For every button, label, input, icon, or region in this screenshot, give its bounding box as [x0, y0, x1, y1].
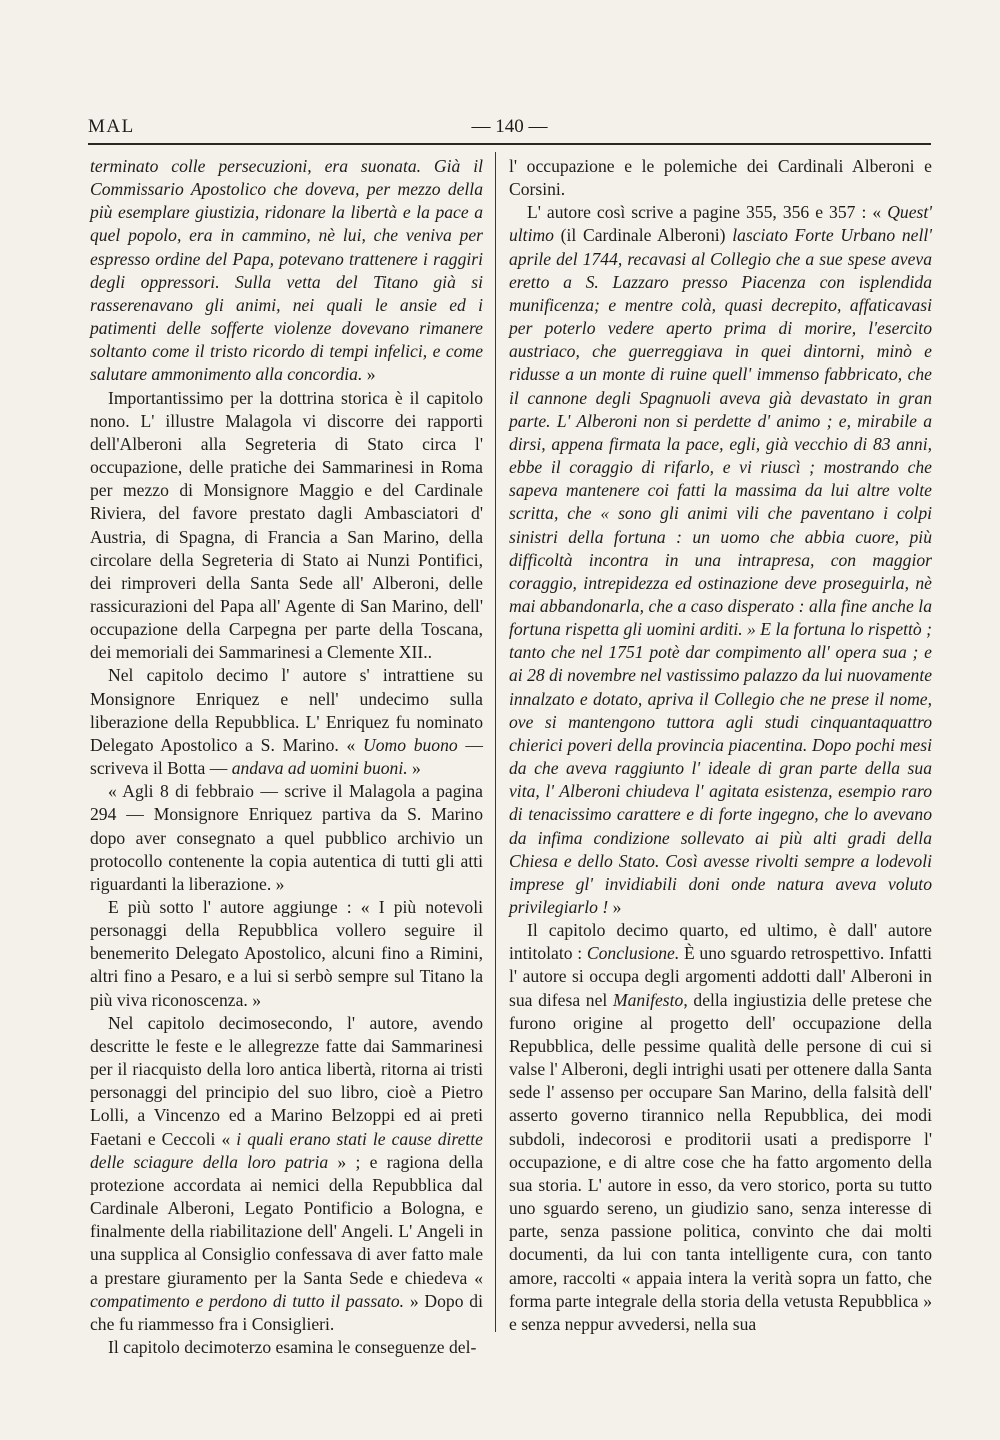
paragraph — [509, 919, 932, 1336]
page-header — [88, 116, 931, 144]
italic-text: Manifesto — [612, 989, 684, 1010]
column-divider — [495, 152, 496, 1332]
paragraph — [90, 387, 483, 665]
paragraph — [90, 155, 483, 387]
right-column — [509, 155, 932, 1335]
paragraph — [509, 201, 932, 919]
text-run: , della ingiustizia delle pretese che furono origine al progetto dell' occupazione della Repubblica, delle pessime qualità delle persone di cui si valse l' Alberoni, degli intrighi usati per ottenere dalla Santa sede l' assenso per occupare San Marino, della falsità dell' asserto governo tirannico nella Repubblica, dei modi subdoli, indecorosi e proditorii usati a predisporre l' occupazione, e di altre cose che ha fatto argomento della sua storia. L' autore in esso, da vero storico, porta su tutto uno sguardo sereno, un giudizio sano, senza interesse di parte, senza passione politica, convinto che dai molti documenti, da lui con tanta intelligente cura, con tanto amore, raccolti « appaia intera la verità sopra un fatto, che forma parte integrale della storia della vetusta Repubblica » e senza neppur avvedersi, nella sua — [509, 989, 932, 1334]
paragraph — [90, 1012, 483, 1336]
italic-text: i quali erano stati le cause dirette delle sciagure della loro patria — [90, 1128, 483, 1172]
paragraph — [90, 780, 483, 896]
running-head: MAL — [88, 116, 135, 137]
left-column — [90, 155, 484, 1357]
text-run: » — [362, 364, 376, 385]
paragraph — [90, 896, 483, 1012]
paragraph — [90, 1336, 483, 1359]
text-run: — scriveva il Botta — — [90, 734, 483, 779]
text-run: È uno sguardo retrospettivo. Infatti l' autore si occupa degli argomenti addotti dall' Alberoni in sua difesa nel — [509, 943, 933, 1010]
italic-text: Conclusione. — [586, 943, 680, 964]
text-run: L' autore così scrive a pagine 355, 356 e 357 : « — [527, 202, 888, 223]
text-run: (il Cardinale Alberoni) — [553, 225, 733, 246]
text-run: E più sotto l' autore aggiunge : « I più notevoli personaggi della Repubblica vollero seguire il benemerito Delegato Apostolico, alcuni fino a Rimini, altri fino a Pesaro, e a lui si serbò sempre sul Titano la più viva riconoscenza. » — [90, 897, 483, 1010]
italic-text: terminato colle persecuzioni, era suonata. Già il Commissario Apostolico che doveva, per mezzo della più esemplare giustizia, ridonare la libertà e la pace a quel popolo, era in cammino, nè lui, che veniva per espresso ordine del Papa, potevano trattenere i raggiri degli oppressori. Sulla vetta del Titano già si rasserenavano gli animi, nei quali le ansie ed i patimenti delle sofferte violenze dovevano rimanere soltanto come il tristo ricordo di tempi infelici, e come salutare ammonimento alla concordia. — [90, 156, 483, 385]
text-run: l' occupazione e le polemiche dei Cardinali Alberoni e Corsini. — [509, 156, 932, 200]
text-run: » ; e ragiona della protezione accordata ai nemici della Repubblica dal Cardinale Alberoni, Legato Pontificio a Bologna, e finalmente della riabilitazione dell' Angeli. L' Angeli in una supplica al Consiglio confessava di aver fatto male a prestare giuramento per la Santa Sede e chiedeva « — [90, 1151, 484, 1288]
italic-text: Uomo buono — [362, 734, 458, 755]
italic-text: Quest' ultimo — [509, 202, 932, 246]
text-run: » Dopo di che fu riammesso fra i Consiglieri. — [90, 1290, 483, 1334]
text-run: Importantissimo per la dottrina storica è il capitolo nono. L' illustre Malagola vi discorre dei rapporti dell'Alberoni alla Segreteria di Stato circa l' occupazione, delle pratiche dei Sammarinesi in Roma per mezzo di Monsignore Maggio e del Cardinale Riviera, del favore prestato dagli Ambasciatori d' Austria, di Spagna, di Francia a San Marino, della circolare della Segreteria di Stato ai Nunzi Pontifici, dei rimproveri della Santa Sede all' Alberoni, delle rassicurazioni del Papa all' Agente di San Marino, dell' occupazione della Carpegna per parte della Toscana, dei memoriali dei Sammarinesi a Clemente XII.. — [90, 387, 483, 663]
paragraph — [90, 664, 483, 780]
text-run: » — [407, 758, 421, 779]
text-run: Nel capitolo decimosecondo, l' autore, avendo descritte le feste e le allegrezze fatte dai Sammarinesi per il riacquisto della loro antica libertà, ritorna ai tristi personaggi del principio del suo libro, cioè a Pietro Lolli, a Vincenzo ed a Marino Belzoppi ed ai preti Faetani e Ceccoli « — [90, 1012, 483, 1149]
text-run: Il capitolo decimoterzo esamina le conseguenze del- — [108, 1336, 477, 1357]
text-run: » — [608, 897, 622, 917]
text-run: Il capitolo decimo quarto, ed ultimo, è dall' autore intitolato : — [509, 920, 932, 964]
paragraph — [509, 155, 932, 201]
header-rule — [88, 143, 931, 145]
text-run: Nel capitolo decimo l' autore s' intrattiene su Monsignore Enriquez e nell' undecimo sulla liberazione della Repubblica. L' Enriquez fu nominato Delegato Apostolico a S. Marino. « — [90, 665, 483, 755]
page-number: — 140 — — [471, 116, 548, 137]
italic-text: andava ad uomini buoni. — [231, 758, 408, 779]
text-run: « Agli 8 di febbraio — scrive il Malagola a pagina 294 — Monsignore Enriquez partiva da S. Marino dopo aver consegnato a quel pubblico archivio un protocollo contenente la copia autentica di tutti gli atti riguardanti la liberazione. » — [90, 781, 483, 894]
italic-text: lasciato Forte Urbano nell' aprile del 1744, recavasi al Collegio che a sue spese aveva eretto a S. Lazzaro presso Piacenza con isplendida munificenza; e mentre colà, quasi decrepito, affaticavasi per poterlo vedere aperto prima di morire, l'esercito austriaco, che guerreggiava in quei dintorni, minò e ridusse a un monte di ruine quell' immenso fabbricato, che il cannone degli Spagnuoli aveva già devastato in gran parte. L' Alberoni non si perdette d' animo ; e, mirabile a dirsi, appena firmata la pace, egli, già vecchio di 83 anni, ebbe il coraggio di rifarlo, e vi riuscì ; mostrando che sapeva mantenere coi fatti la massima da lui altre volte scritta, che « sono gli animi vili che paventano i colpi sinistri della fortuna : un uomo che abbia cuore, più difficoltà incontra in una intrapresa, con maggior coraggio, intrepidezza ed ostinazione deve proseguirla, nè mai abbandonarla, che a caso disperato : alla fine anche la fortuna rispetta gli uomini arditi. » E la fortuna lo rispettò ; tanto che nel 1751 potè dar compimento all' opera sua ; e ai 28 di novembre nel vastissimo palazzo da lui nuovamente innalzato e dotato, apriva il Collegio che ne prese il nome, ove si mantengono tuttora agli studi cinquantaquattro chierici poveri della provincia piacentina. Dopo pochi mesi da che aveva raggiunto l' ideale di gran parte della sua vita, l' Alberoni chiudeva l' agitata esistenza, esempio raro di tenacissimo carattere e di forte ingegno, che lo avevano da infima condizione sollevato ai più alti gradi della Chiesa e dello Stato. Così avesse rivolti sempre a lodevoli imprese gl' invidiabili doni onde natura aveva voluto privilegiarlo ! — [509, 225, 933, 917]
italic-text: compatimento e perdono di tutto il passato. — [90, 1290, 405, 1311]
